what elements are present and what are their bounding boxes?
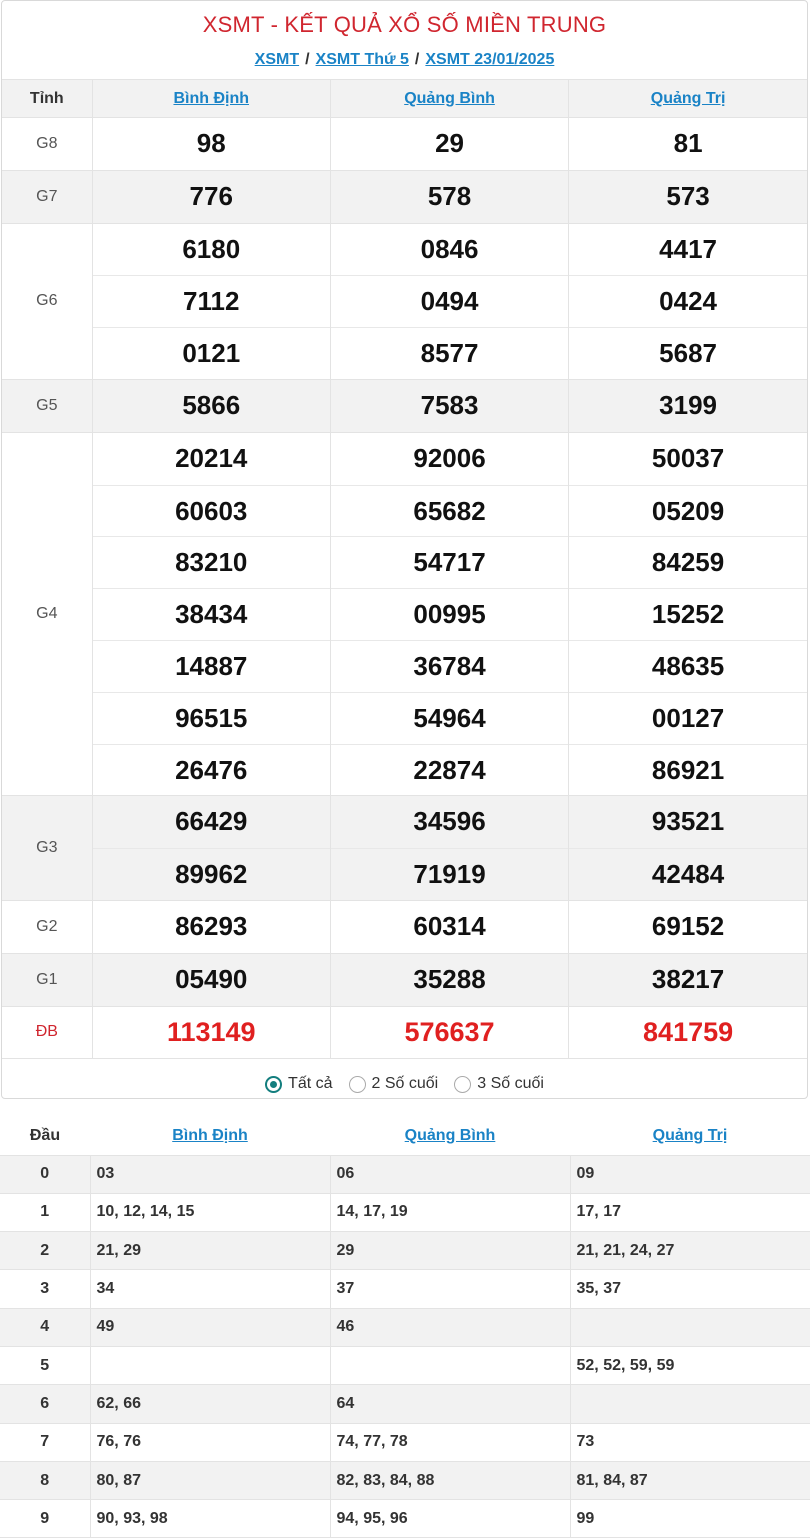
prize-number: 84259	[569, 536, 807, 588]
loto-head-digit: 9	[0, 1500, 90, 1538]
radio-unchecked-icon	[454, 1076, 471, 1093]
radio-unchecked-icon	[349, 1076, 366, 1093]
loto-row	[0, 1155, 810, 1193]
prize-cell	[330, 953, 568, 1006]
prize-cell	[330, 223, 568, 379]
prize-row	[2, 900, 807, 953]
prize-cell	[569, 379, 807, 432]
loto-head-digit: 5	[0, 1346, 90, 1384]
results-card	[1, 0, 808, 1099]
loto-province-link-binh-dinh[interactable]: Bình Định	[172, 1126, 248, 1144]
breadcrumb-xsmt-thu5[interactable]: XSMT Thứ 5	[315, 51, 409, 68]
prize-cell	[569, 953, 807, 1006]
special-prize-number: 841759	[643, 1016, 734, 1047]
loto-head-digit: 8	[0, 1461, 90, 1499]
prize-cell	[569, 796, 807, 901]
loto-tails: 52, 52, 59, 59	[570, 1346, 810, 1384]
loto-tails: 03	[90, 1155, 330, 1193]
loto-row	[0, 1385, 810, 1423]
prize-number: 81	[673, 128, 703, 158]
filter-2-digits-radio[interactable]	[349, 1075, 439, 1093]
prize-number: 0121	[93, 327, 330, 379]
prize-label: G2	[2, 900, 92, 953]
prize-cell	[92, 432, 330, 796]
loto-head-digit: 0	[0, 1155, 90, 1193]
prize-label: G1	[2, 953, 92, 1006]
prize-number: 6180	[182, 233, 241, 264]
filter-label: 3 Số cuối	[477, 1075, 544, 1093]
loto-tails: 14, 17, 19	[330, 1193, 570, 1231]
province-link-quang-binh[interactable]: Quảng Bình	[404, 89, 495, 107]
loto-row	[0, 1423, 810, 1461]
prize-row	[2, 432, 807, 796]
loto-tails: 81, 84, 87	[570, 1461, 810, 1499]
prize-cell	[569, 170, 807, 223]
loto-tails: 76, 76	[90, 1423, 330, 1461]
prize-number: 86293	[175, 910, 248, 941]
loto-tails: 64	[330, 1385, 570, 1423]
prize-number: 66429	[175, 806, 248, 837]
prize-number: 96515	[93, 692, 330, 744]
loto-row	[0, 1461, 810, 1499]
prize-number: 48635	[569, 640, 807, 692]
filter-label: Tất cả	[288, 1075, 333, 1093]
loto-row	[0, 1270, 810, 1308]
prize-cell	[92, 953, 330, 1006]
prize-number: 92006	[413, 442, 486, 473]
prize-row	[2, 379, 807, 432]
prize-row	[2, 170, 807, 223]
breadcrumb-separator: /	[414, 51, 420, 68]
prize-number: 7583	[420, 389, 479, 420]
prize-label: G8	[2, 118, 92, 171]
prize-number: 0846	[420, 233, 479, 264]
prize-row	[2, 953, 807, 1006]
prize-cell	[330, 432, 568, 796]
prize-number: 573	[666, 180, 710, 211]
loto-head-table	[0, 1117, 810, 1538]
prize-number: 65682	[331, 485, 568, 537]
prize-cell	[330, 379, 568, 432]
loto-tails: 80, 87	[90, 1461, 330, 1499]
loto-row	[0, 1193, 810, 1231]
digit-filter	[2, 1059, 807, 1109]
loto-head-digit: 3	[0, 1270, 90, 1308]
prize-label: G4	[2, 432, 92, 796]
loto-tails: 74, 77, 78	[330, 1423, 570, 1461]
special-prize-number: 576637	[404, 1016, 495, 1047]
loto-tails: 99	[570, 1500, 810, 1538]
prize-number: 8577	[331, 327, 568, 379]
prize-number: 15252	[569, 588, 807, 640]
prize-cell	[92, 379, 330, 432]
loto-head-digit: 2	[0, 1232, 90, 1270]
province-link-binh-dinh[interactable]: Bình Định	[173, 89, 250, 107]
prize-cell	[569, 900, 807, 953]
loto-province-link-quang-tri[interactable]: Quảng Trị	[652, 1126, 728, 1144]
loto-tails: 62, 66	[90, 1385, 330, 1423]
prize-number: 34596	[413, 806, 486, 837]
loto-tails: 49	[90, 1308, 330, 1346]
prize-label: G7	[2, 170, 92, 223]
filter-all-radio[interactable]	[265, 1075, 332, 1093]
prize-number: 5687	[569, 327, 807, 379]
loto-tails: 46	[330, 1308, 570, 1346]
prize-number: 00995	[331, 588, 568, 640]
results-table	[2, 79, 807, 1059]
prize-label: G5	[2, 379, 92, 432]
prize-number: 00127	[569, 692, 807, 744]
filter-label: 2 Số cuối	[371, 1075, 439, 1093]
prize-row	[2, 796, 807, 901]
prize-number: 4417	[659, 233, 717, 264]
prize-number: 54964	[331, 692, 568, 744]
prize-cell	[92, 223, 330, 379]
loto-tails	[330, 1346, 570, 1384]
loto-head-digit: 7	[0, 1423, 90, 1461]
prize-number: 86921	[569, 744, 807, 796]
prize-cell	[330, 170, 568, 223]
loto-row	[0, 1346, 810, 1384]
prize-number: 22874	[331, 744, 568, 796]
prize-cell	[569, 118, 807, 171]
prize-label: G3	[2, 796, 92, 901]
prize-number: 42484	[569, 848, 807, 900]
loto-tails: 06	[330, 1155, 570, 1193]
prize-number: 0494	[331, 275, 568, 327]
prize-label: ĐB	[2, 1006, 92, 1059]
loto-tails: 21, 21, 24, 27	[570, 1232, 810, 1270]
prize-cell	[569, 1006, 807, 1059]
breadcrumb-xsmt-date[interactable]: XSMT 23/01/2025	[425, 51, 555, 68]
header-dau: Đầu	[0, 1117, 90, 1155]
loto-tails: 82, 83, 84, 88	[330, 1461, 570, 1499]
prize-row	[2, 118, 807, 171]
loto-row	[0, 1308, 810, 1346]
prize-number: 14887	[93, 640, 330, 692]
prize-cell	[330, 118, 568, 171]
loto-head-digit: 4	[0, 1308, 90, 1346]
loto-tails: 10, 12, 14, 15	[90, 1193, 330, 1231]
prize-number: 05490	[175, 963, 248, 994]
prize-number: 69152	[651, 910, 725, 941]
prize-cell	[569, 223, 807, 379]
loto-row	[0, 1500, 810, 1538]
prize-number: 578	[427, 180, 472, 211]
prize-number: 54717	[331, 536, 568, 588]
prize-cell	[330, 1006, 568, 1059]
loto-tails: 34	[90, 1270, 330, 1308]
prize-number: 776	[189, 180, 233, 211]
special-prize-number: 113149	[166, 1016, 256, 1047]
prize-cell	[92, 1006, 330, 1059]
prize-number: 05209	[569, 485, 807, 537]
radio-checked-icon	[265, 1076, 282, 1093]
prize-number: 60314	[413, 910, 486, 941]
page-title: XSMT - KẾT QUẢ XỔ SỐ MIỀN TRUNG	[202, 12, 607, 37]
loto-tails	[90, 1346, 330, 1384]
prize-cell	[92, 170, 330, 223]
prize-row	[2, 223, 807, 379]
loto-tails: 09	[570, 1155, 810, 1193]
loto-tails: 17, 17	[570, 1193, 810, 1231]
prize-number: 3199	[659, 389, 717, 420]
breadcrumb	[2, 49, 807, 79]
loto-tails: 21, 29	[90, 1232, 330, 1270]
prize-number: 7112	[93, 275, 330, 327]
prize-number: 50037	[651, 442, 725, 473]
loto-tails: 73	[570, 1423, 810, 1461]
prize-number: 20214	[175, 442, 248, 473]
filter-3-digits-radio[interactable]	[454, 1075, 544, 1093]
prize-number: 71919	[331, 848, 568, 900]
prize-number: 60603	[93, 485, 330, 537]
prize-number: 35288	[413, 963, 486, 994]
loto-tails	[570, 1385, 810, 1423]
loto-province-link-quang-binh[interactable]: Quảng Bình	[404, 1126, 496, 1144]
loto-tails: 35, 37	[570, 1270, 810, 1308]
prize-number: 36784	[331, 640, 568, 692]
prize-cell	[569, 432, 807, 796]
loto-row	[0, 1232, 810, 1270]
prize-cell	[92, 118, 330, 171]
province-link-quang-tri[interactable]: Quảng Trị	[650, 89, 726, 107]
prize-number: 0424	[569, 275, 807, 327]
prize-cell	[330, 900, 568, 953]
prize-row	[2, 1006, 807, 1059]
loto-tails	[570, 1308, 810, 1346]
prize-number: 93521	[651, 806, 725, 837]
header-tinh: Tỉnh	[2, 80, 92, 118]
loto-tails: 90, 93, 98	[90, 1500, 330, 1538]
prize-cell	[92, 900, 330, 953]
prize-number: 38434	[93, 588, 330, 640]
loto-tails: 37	[330, 1270, 570, 1308]
prize-number: 83210	[93, 536, 330, 588]
prize-number: 89962	[93, 848, 330, 900]
loto-tails: 29	[330, 1232, 570, 1270]
loto-tails: 94, 95, 96	[330, 1500, 570, 1538]
prize-label: G6	[2, 223, 92, 379]
loto-head-digit: 6	[0, 1385, 90, 1423]
prize-number: 29	[435, 128, 464, 158]
breadcrumb-xsmt[interactable]: XSMT	[254, 51, 300, 68]
prize-number: 98	[196, 128, 226, 158]
loto-head-digit: 1	[0, 1193, 90, 1231]
prize-number: 38217	[651, 963, 725, 994]
prize-number: 5866	[182, 389, 241, 420]
breadcrumb-separator: /	[305, 51, 310, 68]
prize-number: 26476	[93, 744, 330, 796]
prize-cell	[92, 796, 330, 901]
prize-cell	[330, 796, 568, 901]
